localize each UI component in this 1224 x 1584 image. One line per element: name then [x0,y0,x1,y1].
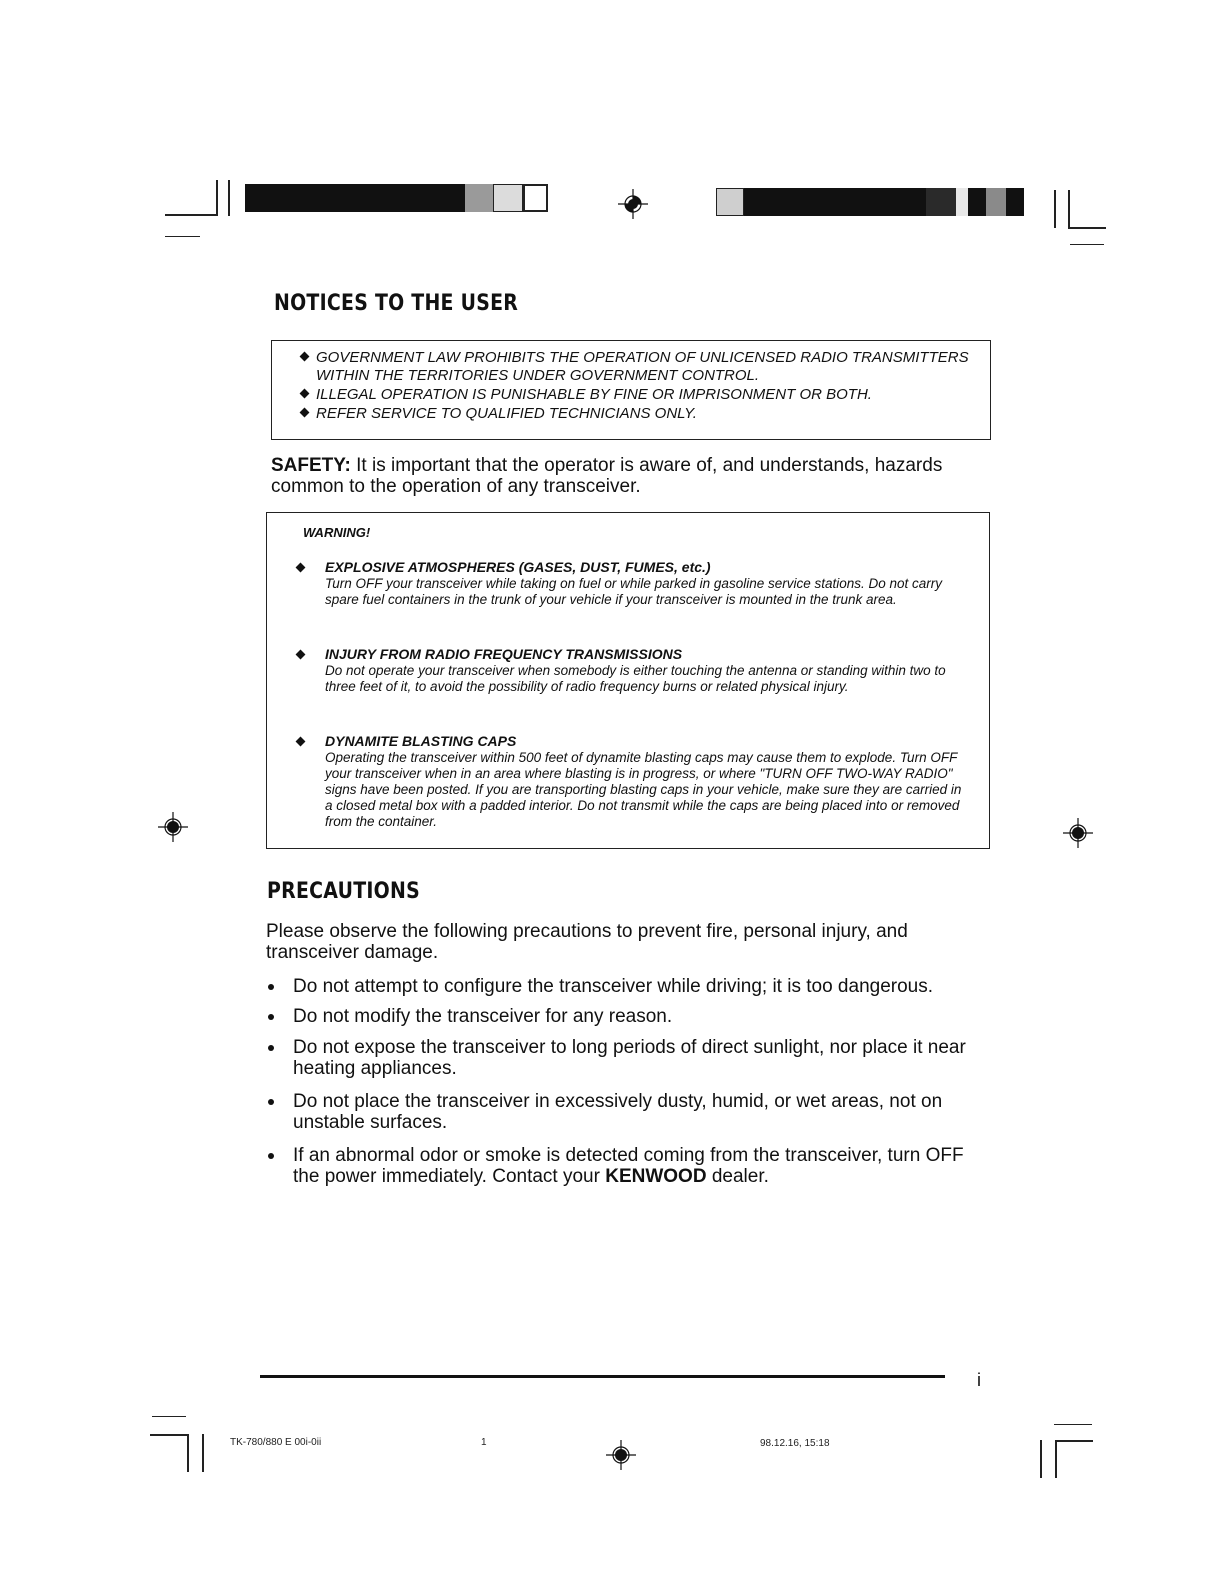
notice-item: REFER SERVICE TO QUALIFIED TECHNICIANS ONLY. [302,405,990,423]
precautions-list [266,976,996,1187]
diamond-bullet-icon [300,389,310,399]
calibration-bar-left [245,184,548,212]
crop-mark [1054,190,1056,228]
notice-item: GOVERNMENT LAW PROHIBITS THE OPERATION OF UNLICENSED RADIO TRANSMITTERS WITHIN THE TERRITORIES UNDER GOVERNMENT CONTROL. [302,349,990,385]
crop-mark [1070,244,1104,245]
safety-paragraph [271,455,1001,497]
precautions-intro: Please observe the following precautions to prevent fire, personal injury, and transceiver damage. [266,921,908,963]
crop-mark [202,1434,204,1472]
notice-box [271,340,991,440]
list-item: Do not place the transceiver in excessively dusty, humid, or wet areas, not on unstable surfaces. [266,1091,1008,1133]
crop-mark [152,1416,186,1417]
precautions-heading: PRECAUTIONS [267,879,420,904]
registration-mark-icon [618,189,648,219]
crop-mark [1068,190,1070,228]
crop-mark [216,180,218,216]
warning-box [266,512,990,849]
bullet-icon [268,1045,274,1051]
crop-mark [150,1434,188,1436]
page-number: i [977,1370,981,1390]
crop-mark [165,214,217,216]
footer-timestamp: 98.12.16, 15:18 [760,1438,830,1449]
diamond-bullet-icon [300,408,310,418]
warning-item-body: Turn OFF your transceiver while taking on fuel or while parked in gasoline service stations. Do not carry spare fuel containers in the trunk of your vehicle if your transceiver is mounted in the trunk area. [325,576,943,607]
list-item: Do not expose the transceiver to long periods of direct sunlight, nor place it near heating appliances. [266,1037,973,1079]
footer-rule [260,1375,945,1378]
calibration-bar-right [716,188,1024,216]
crop-mark [1040,1440,1042,1478]
warning-item-head: DYNAMITE BLASTING CAPS [325,733,517,749]
crop-mark [165,236,200,237]
crop-mark [1055,1440,1093,1442]
list-item: Do not attempt to configure the transceiver while driving; it is too dangerous. [266,976,996,997]
diamond-bullet-icon [296,737,306,747]
crop-mark [228,180,230,216]
crop-mark [1068,227,1106,229]
bullet-icon [268,984,274,990]
warning-item-body: Operating the transceiver within 500 feet of dynamite blasting caps may cause them to explode. Turn OFF your transceiver when in an area where blasting is in progress, or where "TURN OFF TWO-WAY RADIO" signs have been posted. If you are transporting blasting caps in your vehicle, make sure they are carried in a closed metal box with a padded interior. Do not transmit while the caps are being placed into or removed from the container. [325,750,962,829]
crop-mark [1055,1440,1057,1478]
registration-mark-icon [158,812,188,842]
safety-label: SAFETY: [271,455,351,476]
diamond-bullet-icon [296,563,306,573]
list-item: If an abnormal odor or smoke is detected coming from the transceiver, turn OFF the power immediately. Contact your KENWOOD dealer. [266,1145,993,1187]
diamond-bullet-icon [296,650,306,660]
diamond-bullet-icon [300,352,310,362]
warning-item-head: EXPLOSIVE ATMOSPHERES (GASES, DUST, FUMES, etc.) [325,559,711,575]
warning-item [305,733,965,830]
warning-item-body: Do not operate your transceiver when somebody is either touching the antenna or standing within two to three feet of it, to avoid the possibility of radio frequency burns or related physical injury. [325,663,946,694]
footer-sheet-number: 1 [481,1437,487,1448]
bullet-icon [268,1099,274,1105]
safety-text: It is important that the operator is aware of, and understands, hazards common to the operation of any transceiver. [271,455,943,497]
registration-mark-icon [606,1440,636,1470]
warning-item-head: INJURY FROM RADIO FREQUENCY TRANSMISSIONS [325,646,683,662]
warning-title: WARNING! [303,525,371,540]
footer-file-name: TK-780/880 E 00i-0ii [230,1437,322,1448]
warning-item [305,559,965,608]
bullet-icon [268,1014,274,1020]
warning-item [305,646,965,695]
notice-item: ILLEGAL OPERATION IS PUNISHABLE BY FINE OR IMPRISONMENT OR BOTH. [302,386,990,404]
crop-mark [187,1434,189,1472]
bullet-icon [268,1153,274,1159]
list-item: Do not modify the transceiver for any reason. [266,1006,996,1027]
registration-mark-icon [1063,818,1093,848]
brand-name: KENWOOD [605,1166,707,1187]
crop-mark [1054,1424,1092,1425]
notices-heading: NOTICES TO THE USER [274,291,519,316]
